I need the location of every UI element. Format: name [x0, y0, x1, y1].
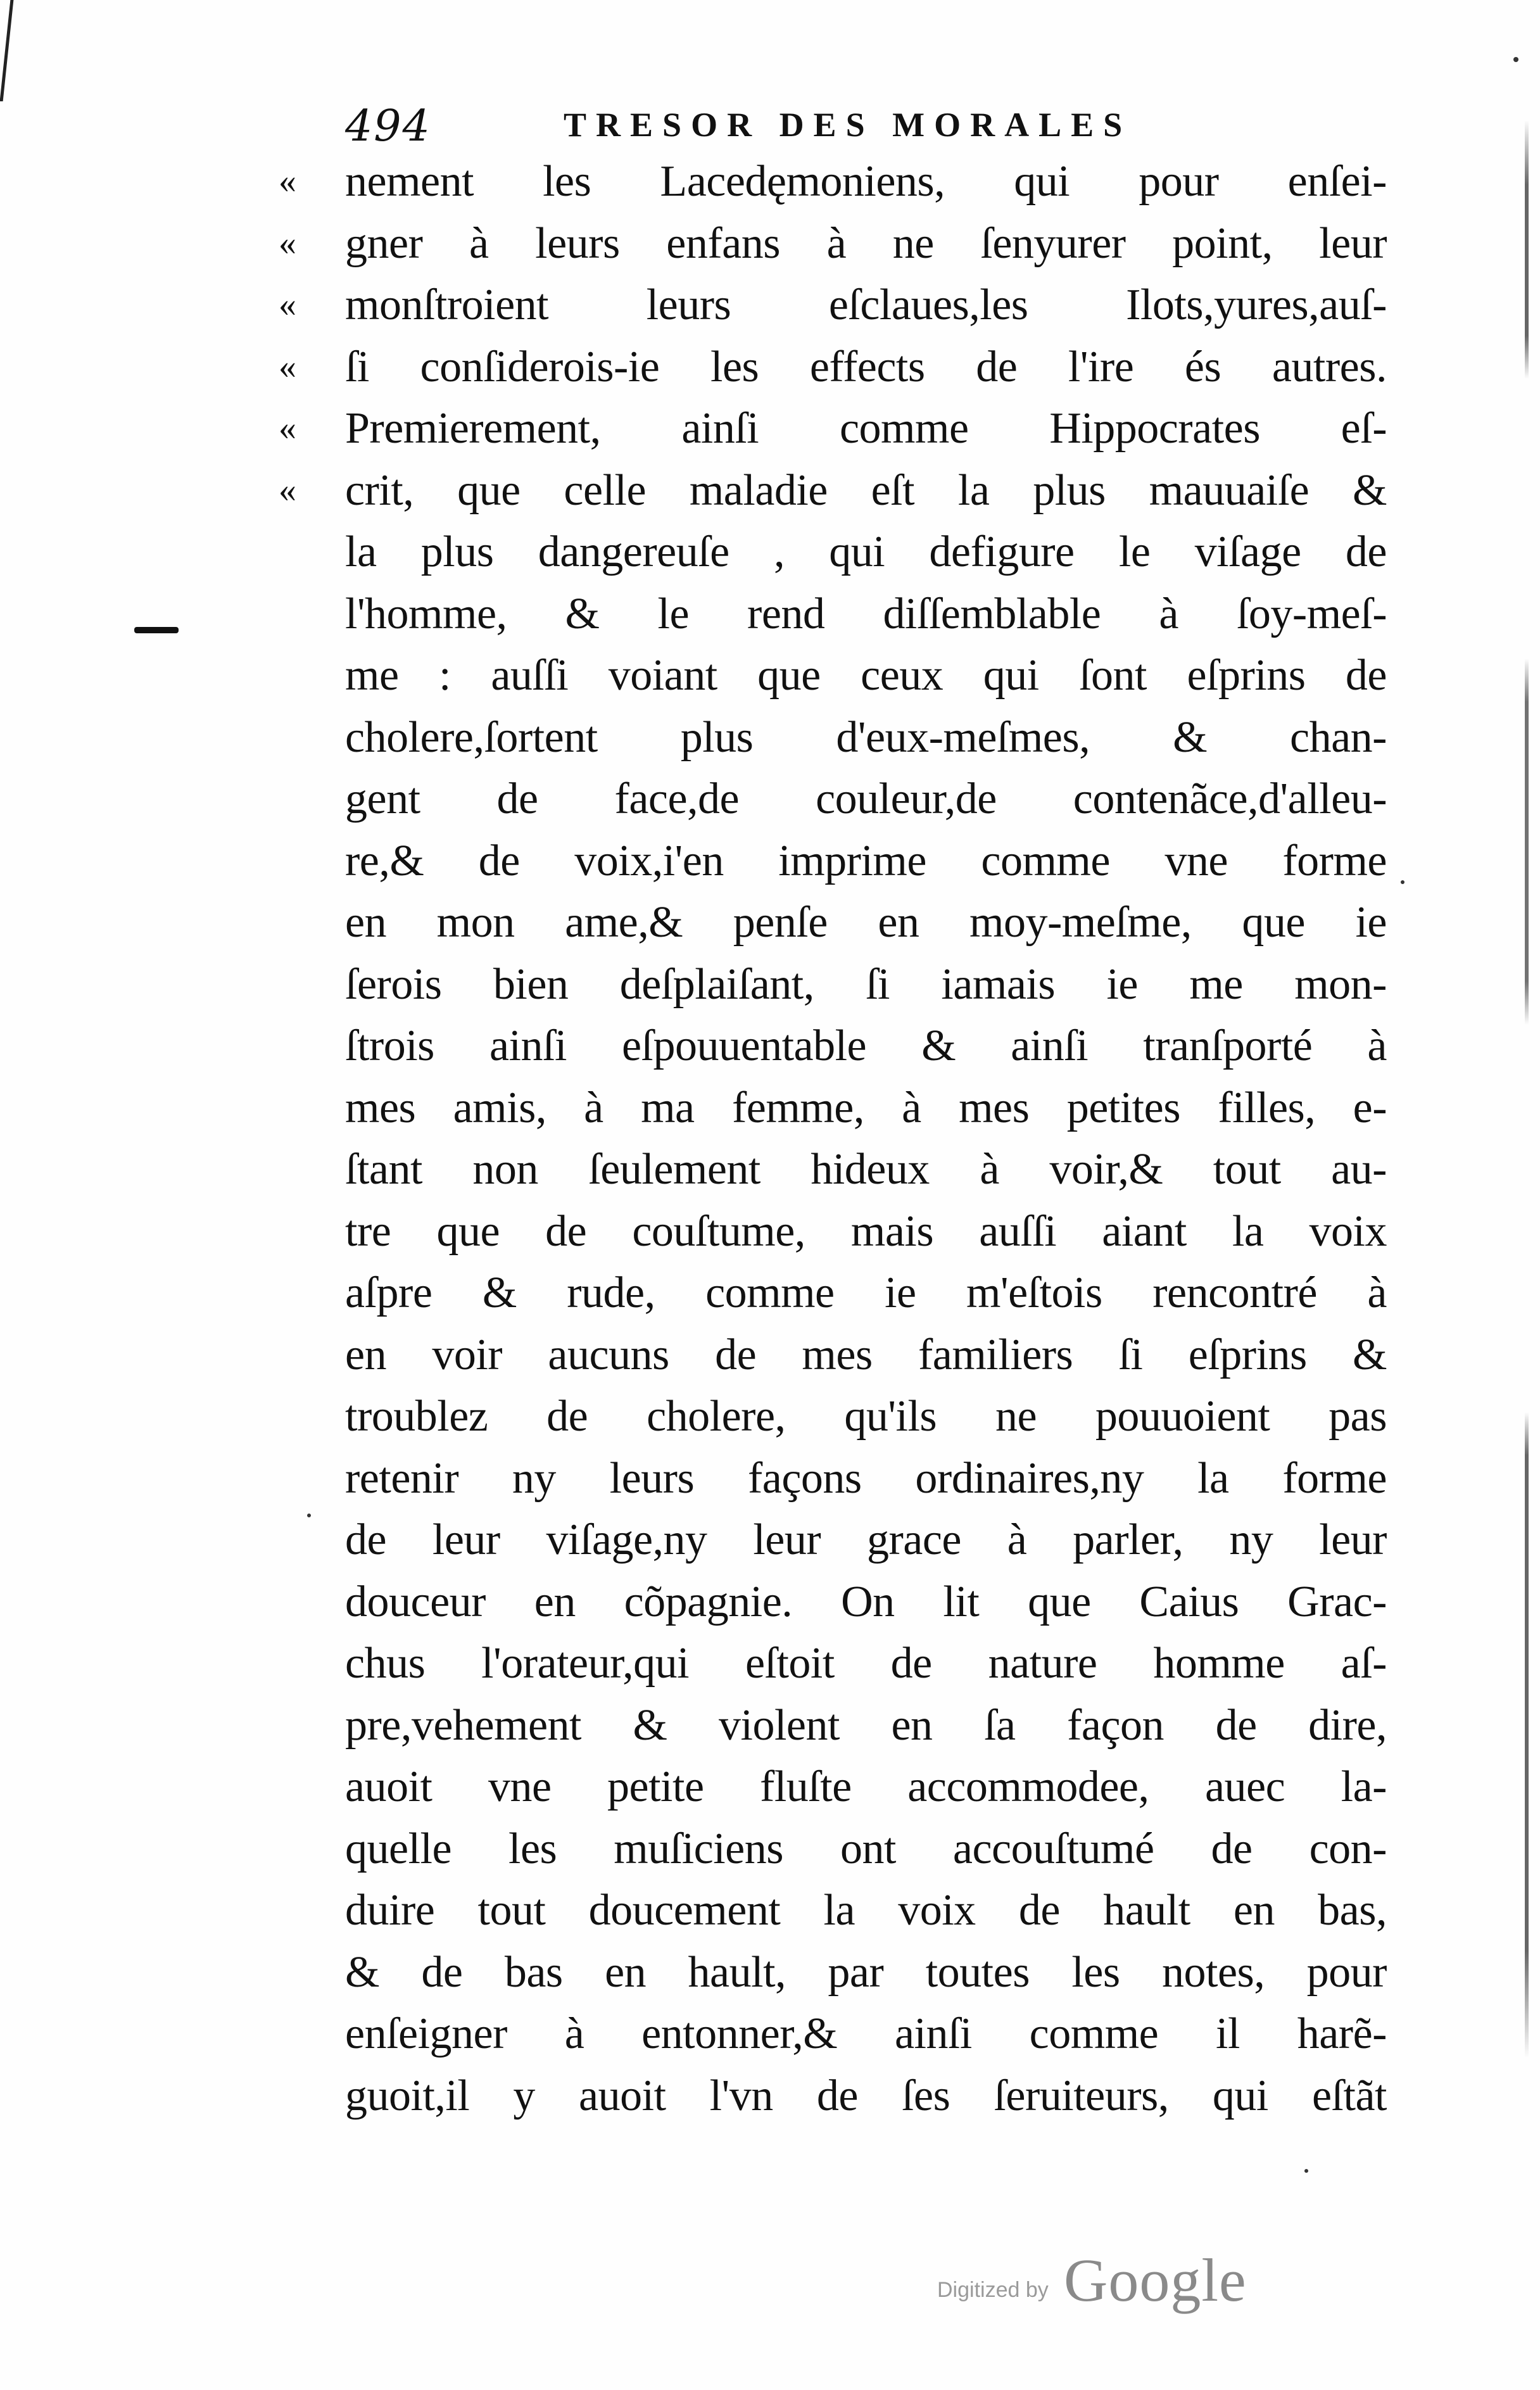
line-text: gent de face,de couleur,de contenãce,d'alleu-	[345, 775, 1387, 823]
text-line	[279, 1015, 1387, 1077]
page-edge-mark	[0, 0, 22, 101]
line-text: de leur viſage,ny leur grace à parler, ny leur	[345, 1515, 1387, 1564]
text-line	[279, 213, 1387, 275]
text-line	[279, 707, 1387, 769]
line-text: la plus dangereuſe , qui defigure le viſage de	[345, 528, 1387, 576]
text-line	[279, 151, 1387, 213]
text-line	[279, 892, 1387, 954]
quote-marker: «	[279, 408, 296, 448]
line-text: chus l'orateur,qui eſtoit de nature homme aſ-	[345, 1639, 1387, 1688]
line-text: pre,vehement & violent en ſa façon de dire,	[345, 1700, 1387, 1750]
quote-marker: «	[279, 285, 296, 324]
line-text: l'homme, & le rend diſſemblable à ſoy-meſ-	[345, 589, 1387, 638]
text-line	[279, 2065, 1387, 2127]
text-line	[279, 1448, 1387, 1510]
line-text: mes amis, à ma femme, à mes petites filles, e-	[345, 1083, 1387, 1132]
line-text: ſi conſiderois-ie les effects de l'ire és autres.	[345, 342, 1387, 391]
text-line	[279, 583, 1387, 645]
line-text: re,& de voix,i'en imprime comme vne forme	[345, 836, 1387, 885]
text-line	[279, 1695, 1387, 1757]
margin-dash-mark	[134, 627, 179, 633]
line-text: douceur en cõpagnie. On lit que Caius Grac-	[345, 1577, 1387, 1626]
line-text: tre que de couſtume, mais auſſi aiant la voix	[345, 1206, 1387, 1256]
text-line	[279, 1942, 1387, 2004]
text-line	[279, 1509, 1387, 1571]
line-text: en mon ame,& penſe en moy-meſme, que ie	[345, 898, 1387, 947]
text-line	[279, 1571, 1387, 1633]
line-text: en voir aucuns de mes familiers ſi eſprins &	[345, 1330, 1387, 1379]
page-number: 494	[345, 101, 431, 151]
line-text: guoit,il y auoit l'vn de ſes ſeruiteurs, qui eſtãt	[345, 2071, 1387, 2120]
text-line	[279, 1139, 1387, 1201]
text-line	[279, 645, 1387, 707]
ink-speck	[307, 1514, 311, 1517]
quote-marker: «	[279, 161, 296, 201]
text-line	[279, 1201, 1387, 1263]
line-text: duire tout doucement la voix de hault en bas,	[345, 1886, 1387, 1935]
digitized-by-label: Digitized by	[937, 2278, 1049, 2302]
line-text: ſtrois ainſi eſpouuentable & ainſi tranſporté à	[345, 1021, 1387, 1070]
text-line	[279, 830, 1387, 892]
text-line	[279, 2003, 1387, 2065]
line-text: gner à leurs enfans à ne ſenyurer point, leur	[345, 218, 1387, 268]
text-line	[279, 336, 1387, 398]
text-line	[279, 1077, 1387, 1139]
ink-speck	[1304, 2169, 1308, 2173]
text-line	[279, 768, 1387, 830]
running-title: TRESOR DES MORALES	[564, 106, 1132, 144]
line-text: me : auſſi voiant que ceux qui ſont eſprins de	[345, 651, 1387, 700]
text-line	[279, 1818, 1387, 1880]
line-text: crit, que celle maladie eſt la plus mauuaiſe &	[345, 465, 1387, 515]
text-line	[279, 460, 1387, 522]
line-text: ſtant non ſeulement hideux à voir,& tout au-	[345, 1145, 1387, 1194]
line-text: cholere,ſortent plus d'eux-meſmes, & chan-	[345, 712, 1387, 762]
text-line	[279, 274, 1387, 336]
line-text: monſtroient leurs eſclaues,les Ilots,yures,auſ-	[345, 281, 1387, 329]
running-head	[345, 95, 1232, 152]
line-text: quelle les muſiciens ont accouſtumé de con-	[345, 1824, 1387, 1873]
text-line	[279, 1633, 1387, 1695]
text-line	[279, 521, 1387, 583]
line-text: & de bas en hault, par toutes les notes, pour	[345, 1947, 1387, 1997]
text-line	[279, 1386, 1387, 1448]
text-line	[279, 1262, 1387, 1324]
line-text: troublez de cholere, qu'ils ne pouuoient pas	[345, 1392, 1387, 1441]
text-line	[279, 954, 1387, 1016]
text-line	[279, 1880, 1387, 1942]
text-line	[279, 1324, 1387, 1386]
line-text: auoit vne petite fluſte accommodee, auec la-	[345, 1762, 1387, 1811]
ink-speck	[1513, 57, 1518, 62]
text-line	[279, 398, 1387, 460]
line-text: Premierement, ainſi comme Hippocrates eſ-	[345, 404, 1387, 453]
line-text: retenir ny leurs façons ordinaires,ny la forme	[345, 1453, 1387, 1503]
text-line	[279, 1756, 1387, 1818]
google-logo: Google	[1064, 2246, 1247, 2314]
line-text: nement les Lacedęmoniens, qui pour enſei-	[345, 157, 1387, 206]
binding-edge	[1525, 120, 1529, 2273]
ink-speck	[1401, 880, 1404, 884]
quote-marker: «	[279, 346, 296, 386]
line-text: enſeigner à entonner,& ainſi comme il harẽ-	[345, 2009, 1387, 2058]
body-text	[279, 151, 1387, 2127]
line-text: aſpre & rude, comme ie m'eſtois rencontré à	[345, 1268, 1387, 1317]
quote-marker: «	[279, 223, 296, 263]
quote-marker: «	[279, 470, 296, 510]
line-text: ſerois bien deſplaiſant, ſi iamais ie me mon-	[345, 959, 1387, 1009]
